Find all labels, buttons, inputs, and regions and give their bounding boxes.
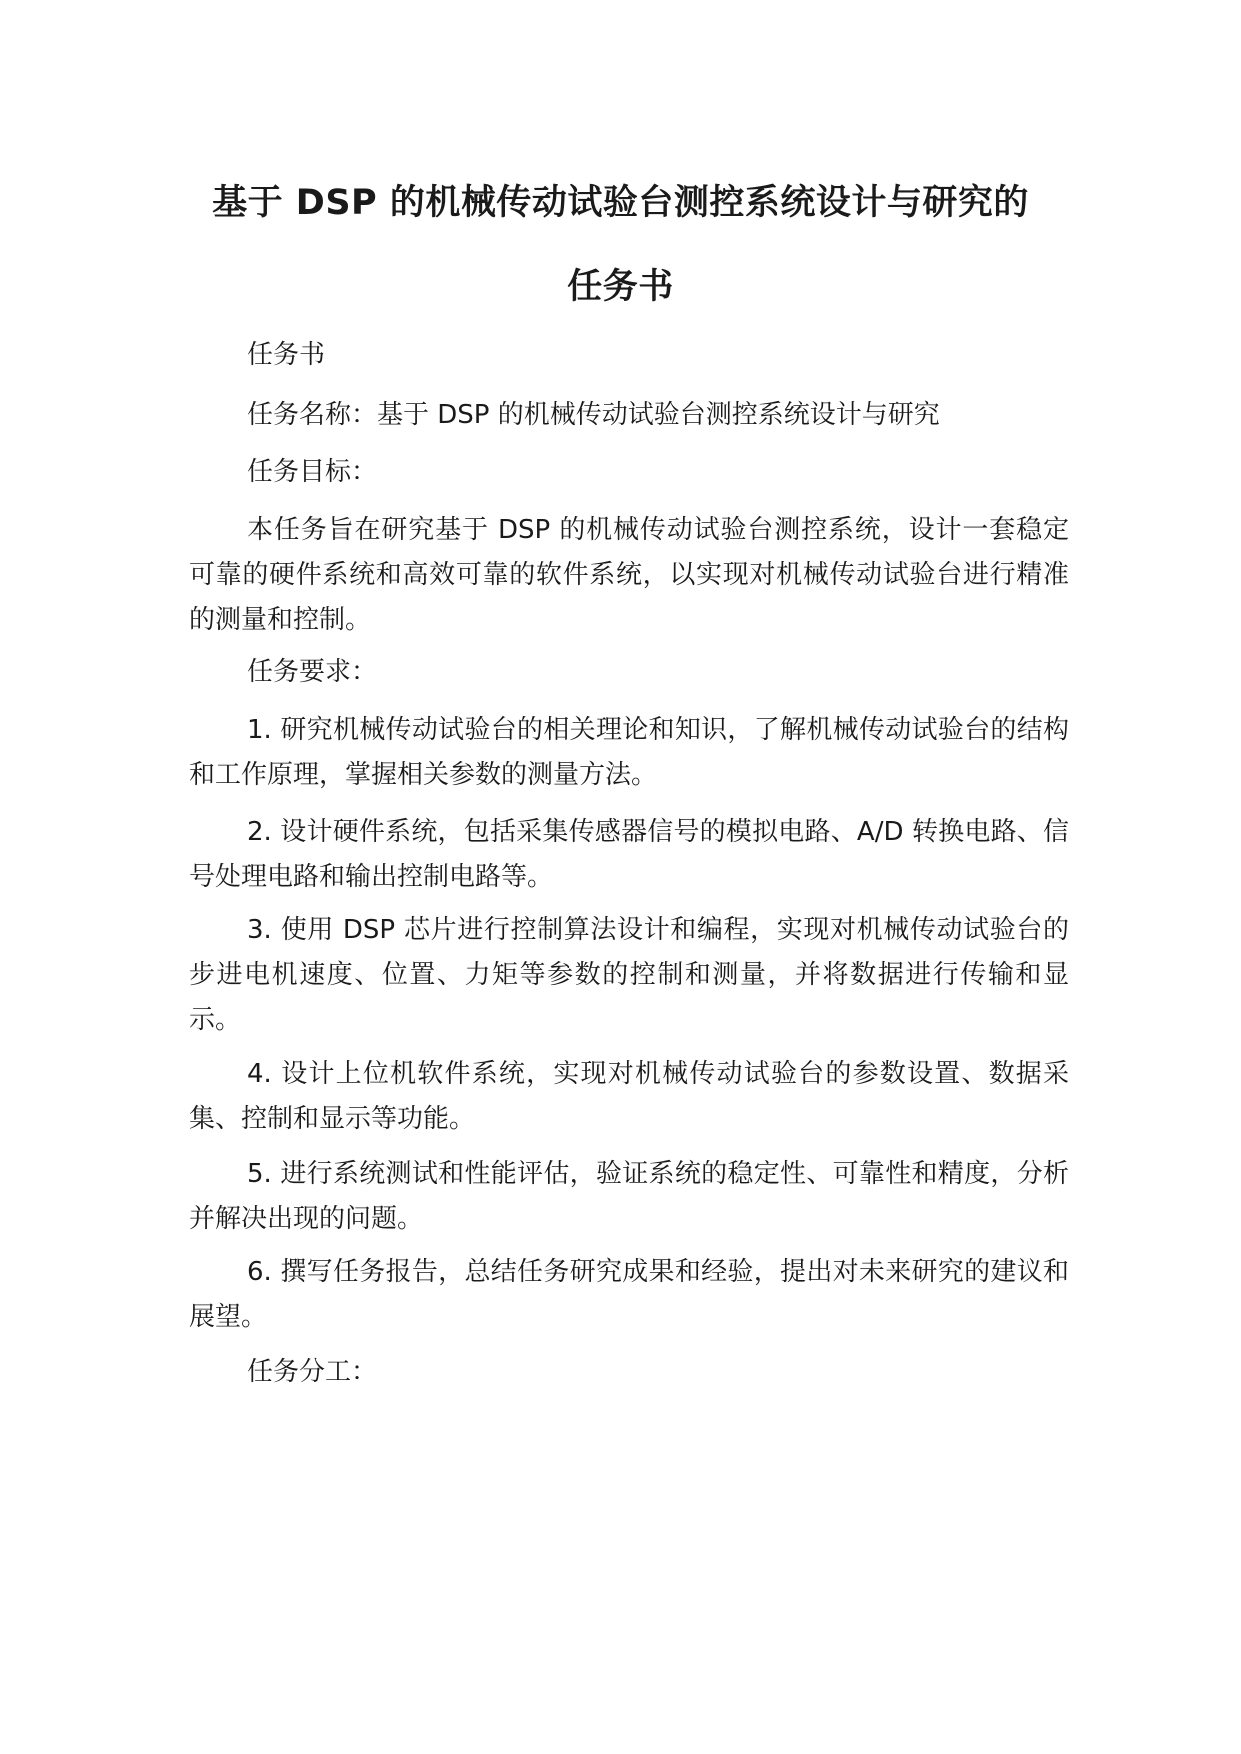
requirement-item-4: 4. 设计上位机软件系统，实现对机械传动试验台的参数设置、数据采集、控制和显示等功能。 bbox=[189, 1059, 1069, 1134]
requirement-item-2: 2. 设计硬件系统，包括采集传感器信号的模拟电路、A/D 转换电路、信号处理电路和输出控制电路等。 bbox=[189, 817, 1069, 892]
requirement-item-6: 6. 撰写任务报告，总结任务研究成果和经验，提出对未来研究的建议和展望。 bbox=[189, 1257, 1069, 1332]
requirement-item-5: 5. 进行系统测试和性能评估，验证系统的稳定性、可靠性和精度，分析并解决出现的问题。 bbox=[189, 1159, 1069, 1234]
task-name: 任务名称：基于 DSP 的机械传动试验台测控系统设计与研究 bbox=[247, 400, 940, 430]
division-heading: 任务分工： bbox=[247, 1357, 378, 1387]
requirement-item-3: 3. 使用 DSP 芯片进行控制算法设计和编程，实现对机械传动试验台的步进电机速度、位置、力矩等参数的控制和测量，并将数据进行传输和显示。 bbox=[189, 915, 1069, 1035]
requirements-heading: 任务要求： bbox=[247, 657, 378, 687]
document-title-line1: 基于 DSP 的机械传动试验台测控系统设计与研究的 bbox=[212, 183, 1029, 223]
document-title-line2: 任务书 bbox=[567, 267, 674, 307]
section-heading-task-book: 任务书 bbox=[247, 340, 326, 370]
goal-heading: 任务目标： bbox=[247, 457, 378, 487]
requirement-item-1: 1. 研究机械传动试验台的相关理论和知识，了解机械传动试验台的结构和工作原理，掌握相关参数的测量方法。 bbox=[189, 715, 1069, 790]
goal-paragraph: 本任务旨在研究基于 DSP 的机械传动试验台测控系统，设计一套稳定可靠的硬件系统和高效可靠的软件系统，以实现对机械传动试验台进行精准的测量和控制。 bbox=[189, 515, 1069, 635]
